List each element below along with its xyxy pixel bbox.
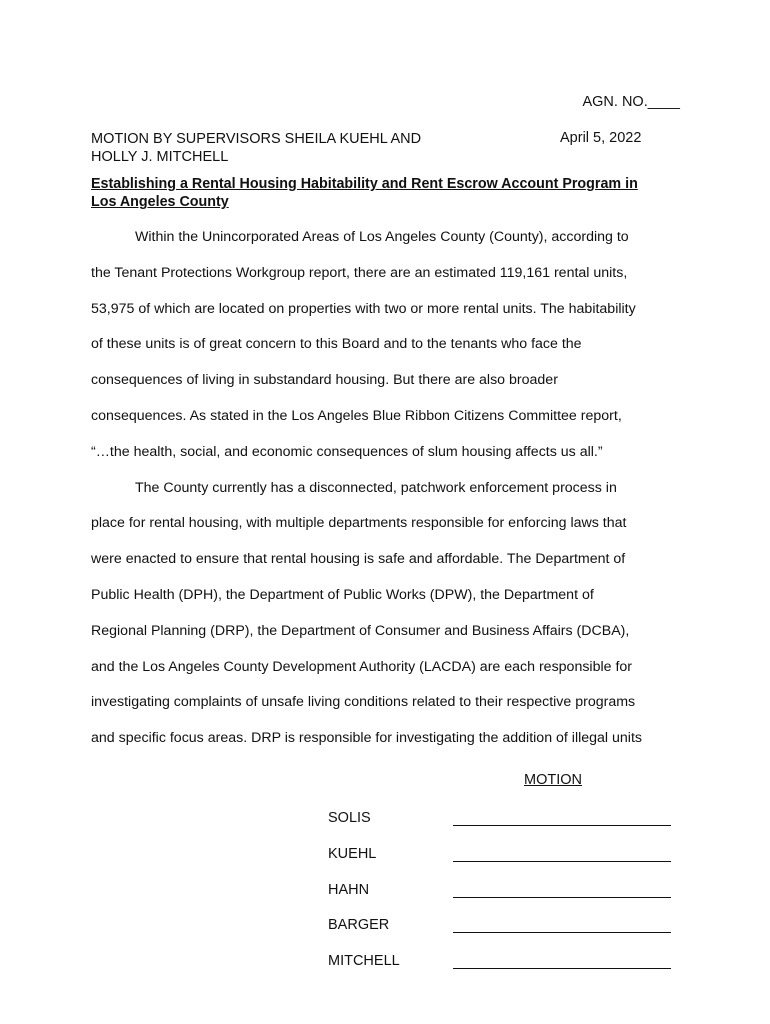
body-line: Regional Planning (DRP), the Department of Consumer and Business Affairs (DCBA), (91, 622, 630, 639)
body-line: of these units is of great concern to this Board and to the tenants who face the (91, 336, 582, 353)
motion-date: April 5, 2022 (560, 130, 642, 146)
vote-row (328, 915, 673, 951)
body-line: The County currently has a disconnected, patchwork enforcement process in (135, 479, 617, 496)
vote-signature-line (453, 897, 671, 898)
body-line: and specific focus areas. DRP is responsible for investigating the addition of illegal units (91, 730, 642, 747)
supervisor-name: SOLIS (328, 810, 371, 826)
body-line: were enacted to ensure that rental housing is safe and affordable. The Department of (91, 551, 626, 568)
supervisor-name: KUEHL (328, 845, 377, 862)
vote-table (328, 808, 673, 987)
motion-vote-heading: MOTION (524, 772, 582, 788)
motion-by-line-1: MOTION BY SUPERVISORS SHEILA KUEHL AND (91, 131, 422, 147)
motion-title-line-2: Los Angeles County (91, 194, 229, 210)
vote-signature-line (453, 861, 671, 862)
motion-by (91, 130, 421, 166)
supervisor-name: MITCHELL (328, 953, 400, 970)
body-line: place for rental housing, with multiple departments responsible for enforcing laws that (91, 515, 627, 532)
body-line: 53,975 of which are located on properties with two or more rental units. The habitability (91, 300, 636, 317)
body-line: consequences of living in substandard housing. But there are also broader (91, 372, 558, 389)
supervisor-name: HAHN (328, 881, 370, 898)
vote-row (328, 808, 673, 844)
body-line: “…the health, social, and economic consequences of slum housing affects us all.” (91, 443, 603, 460)
vote-row (328, 951, 673, 987)
vote-signature-line (453, 932, 671, 933)
vote-row (328, 844, 673, 880)
motion-body (91, 226, 681, 763)
vote-row (328, 880, 673, 916)
body-line: and the Los Angeles County Development Authority (LACDA) are each responsible for (91, 658, 633, 675)
vote-signature-line (453, 968, 671, 969)
body-line: Within the Unincorporated Areas of Los Angeles County (County), according to (135, 229, 629, 245)
body-line: Public Health (DPH), the Department of Public Works (DPW), the Department of (91, 586, 594, 603)
body-line: consequences. As stated in the Los Angeles Blue Ribbon Citizens Committee report, (91, 407, 622, 424)
vote-signature-line (453, 825, 671, 826)
supervisor-name: BARGER (328, 917, 390, 934)
motion-title (91, 175, 681, 211)
body-line: investigating complaints of unsafe living conditions related to their respective programs (91, 694, 636, 711)
body-line: the Tenant Protections Workgroup report, there are an estimated 119,161 rental units, (91, 264, 628, 281)
motion-by-line-2: HOLLY J. MITCHELL (91, 149, 229, 165)
motion-title-line-1: Establishing a Rental Housing Habitability and Rent Escrow Account Program in (91, 176, 638, 192)
agenda-number: AGN. NO.____ (582, 94, 680, 110)
